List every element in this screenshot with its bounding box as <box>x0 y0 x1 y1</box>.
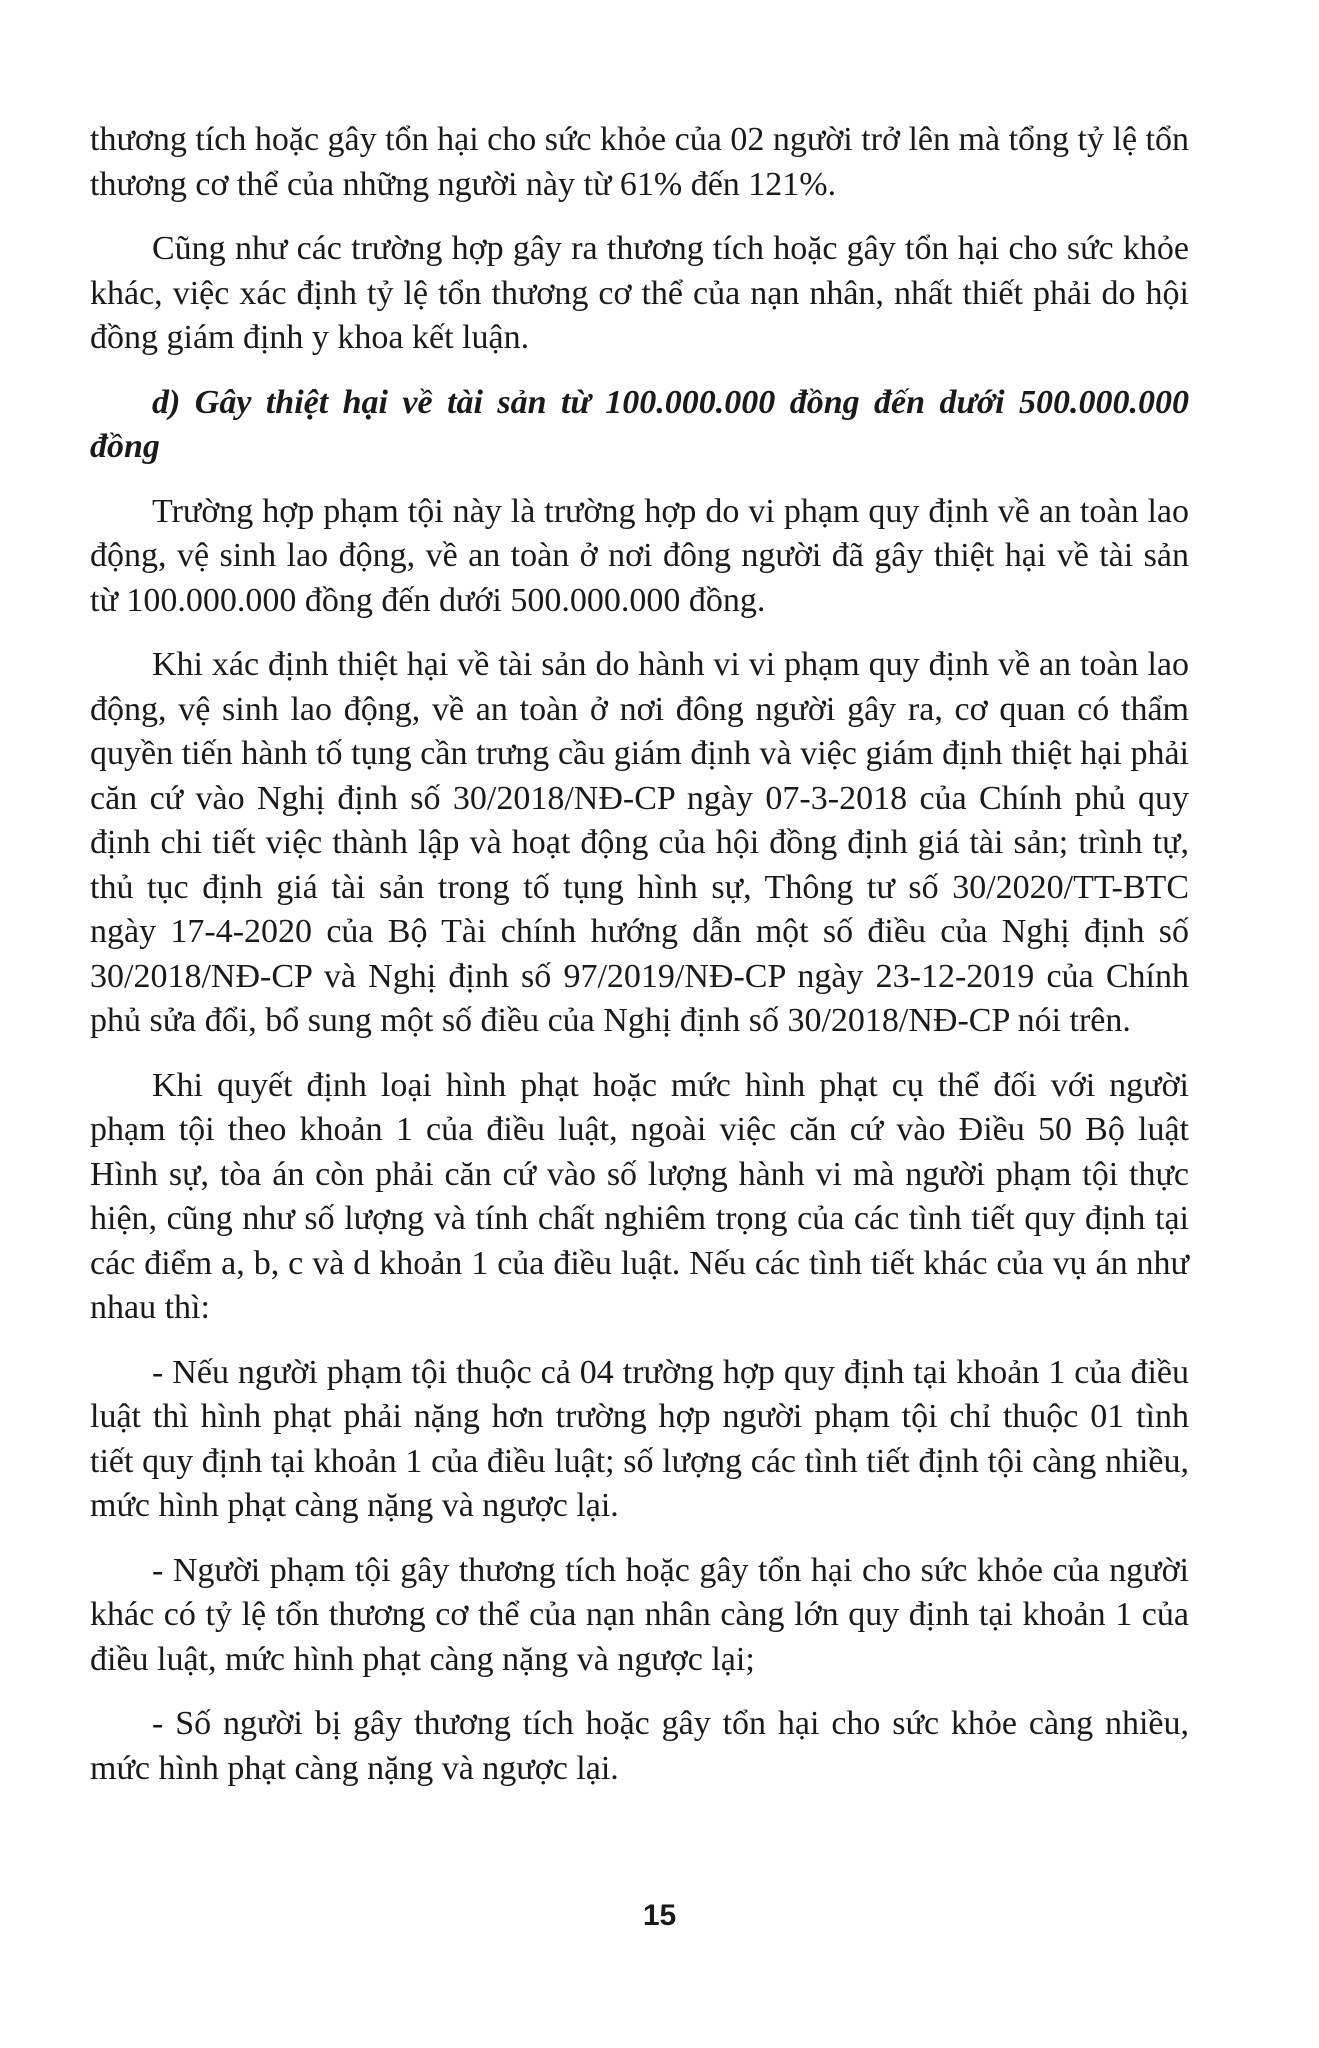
body-text <box>90 118 1189 1811</box>
page-number: 15 <box>642 1899 677 1932</box>
paragraph-continuation: thương tích hoặc gây tổn hại cho sức khỏe của 02 người trở lên mà tổng tỷ lệ tổn thương cơ thể của những người này từ 61% đến 121%. <box>90 121 1189 203</box>
paragraph: Khi xác định thiệt hại về tài sản do hành vi vi phạm quy định về an toàn lao động, vệ sinh lao động, về an toàn ở nơi đông người gây ra, cơ quan có thẩm quyền tiến hành tố tụng cần trưng cầu giám định và việc giám định thiệt hại phải căn cứ vào Nghị định số 30/2018/NĐ-CP ngày 07-3-2018 của Chính phủ quy định chi tiết việc thành lập và hoạt động của hội đồng định giá tài sản; trình tự, thủ tục định giá tài sản trong tố tụng hình sự, Thông tư số 30/2020/TT-BTC ngày 17-4-2020 của Bộ Tài chính hướng dẫn một số điều của Nghị định số 30/2018/NĐ-CP và Nghị định số 97/2019/NĐ-CP ngày 23-12-2019 của Chính phủ sửa đổi, bổ sung một số điều của Nghị định số 30/2018/NĐ-CP nói trên. <box>90 646 1189 1039</box>
paragraph: Cũng như các trường hợp gây ra thương tích hoặc gây tổn hại cho sức khỏe khác, việc xác định tỷ lệ tổn thương cơ thể của nạn nhân, nhất thiết phải do hội đồng giám định y khoa kết luận. <box>90 230 1189 356</box>
list-item: - Người phạm tội gây thương tích hoặc gây tổn hại cho sức khỏe của người khác có tỷ lệ tổn thương cơ thể của nạn nhân càng lớn quy định tại khoản 1 của điều luật, mức hình phạt càng nặng và ngược lại; <box>90 1551 1189 1678</box>
list-item: - Số người bị gây thương tích hoặc gây tổn hại cho sức khỏe càng nhiều, mức hình phạt càng nặng và ngược lại. <box>90 1705 1189 1787</box>
section-heading: d) Gây thiệt hại về tài sản từ 100.000.000 đồng đến dưới 500.000.000 đồng <box>90 383 1189 465</box>
paragraph: Trường hợp phạm tội này là trường hợp do vi phạm quy định về an toàn lao động, vệ sinh lao động, về an toàn ở nơi đông người đã gây thiệt hại về tài sản từ 100.000.000 đồng đến dưới 500.000.000 đồng. <box>90 492 1189 619</box>
list-item: - Nếu người phạm tội thuộc cả 04 trường hợp quy định tại khoản 1 của điều luật thì hình phạt phải nặng hơn trường hợp người phạm tội chỉ thuộc 01 tình tiết quy định tại khoản 1 của điều luật; số lượng các tình tiết định tội càng nhiều, mức hình phạt càng nặng và ngược lại. <box>90 1353 1189 1524</box>
paragraph: Khi quyết định loại hình phạt hoặc mức hình phạt cụ thể đối với người phạm tội theo khoản 1 của điều luật, ngoài việc căn cứ vào Điều 50 Bộ luật Hình sự, tòa án còn phải căn cứ vào số lượng hành vi mà người phạm tội thực hiện, cũng như số lượng và tính chất nghiêm trọng của các tình tiết quy định tại các điểm a, b, c và d khoản 1 của điều luật. Nếu các tình tiết khác của vụ án như nhau thì: <box>90 1066 1189 1326</box>
